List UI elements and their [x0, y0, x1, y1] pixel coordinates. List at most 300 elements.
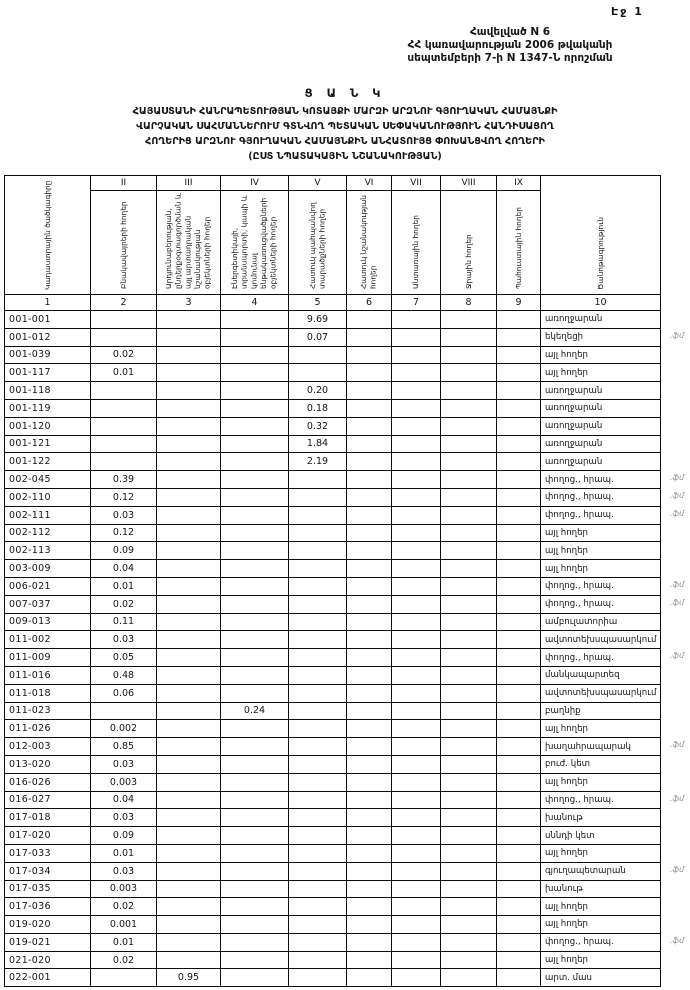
table-row [5, 684, 661, 702]
value-cell [441, 417, 497, 435]
value-cell [91, 435, 157, 453]
value-cell [441, 311, 497, 329]
value-cell [91, 702, 157, 720]
value-cell: 0.003 [91, 880, 157, 898]
note-text: այլ հողեր [545, 901, 589, 912]
column-number-row [5, 295, 661, 311]
value-cell [392, 649, 441, 667]
value-cell [157, 649, 221, 667]
value-cell [441, 382, 497, 400]
cadastral-code: 002-110 [5, 488, 91, 506]
value-cell [392, 898, 441, 916]
value-cell [347, 827, 392, 845]
note-text: գյուղապետարան [545, 866, 626, 877]
value-cell [221, 720, 289, 738]
cadastral-code: 013-020 [5, 755, 91, 773]
value-cell [221, 649, 289, 667]
value-cell [221, 506, 289, 524]
value-cell: 1.84 [289, 435, 347, 453]
value-cell [347, 738, 392, 756]
roman-numeral-cell: VII [392, 176, 441, 191]
value-cell [497, 933, 541, 951]
value-cell [392, 862, 441, 880]
note-text: փողոց., հրապ. [545, 492, 614, 503]
table-row [5, 827, 661, 845]
table-row [5, 738, 661, 756]
value-cell [91, 453, 157, 471]
value-cell [497, 542, 541, 560]
value-cell [497, 346, 541, 364]
value-cell [157, 755, 221, 773]
value-cell [157, 471, 221, 489]
column-number-cell: 9 [497, 295, 541, 311]
cadastral-code: 017-036 [5, 898, 91, 916]
note-cell [541, 862, 685, 880]
note-cell [541, 916, 661, 934]
value-cell [441, 791, 497, 809]
note-cell [541, 738, 685, 756]
value-cell [347, 524, 392, 542]
table-row [5, 435, 661, 453]
table-row [5, 702, 661, 720]
value-cell [221, 684, 289, 702]
value-cell [91, 311, 157, 329]
note-text: ամբուլատորիա [545, 616, 618, 627]
value-cell [392, 346, 441, 364]
value-cell: 0.02 [91, 951, 157, 969]
value-cell [91, 382, 157, 400]
document-title-line: (ԸՍՏ ՆՊԱՏԱԿԱՅԻՆ ՆՇԱՆԱԿՈՒԹՅԱՆ) [248, 150, 442, 162]
margin-mark: .ֆմ [670, 651, 685, 661]
value-cell [157, 880, 221, 898]
value-cell [392, 666, 441, 684]
value-cell [347, 880, 392, 898]
value-cell [497, 399, 541, 417]
table-row [5, 631, 661, 649]
value-cell [221, 631, 289, 649]
value-cell [289, 951, 347, 969]
value-cell [347, 862, 392, 880]
value-cell [157, 933, 221, 951]
value-cell [441, 471, 497, 489]
value-cell [157, 488, 221, 506]
value-cell [497, 880, 541, 898]
column-number-cell: 2 [91, 295, 157, 311]
value-cell [91, 969, 157, 987]
column-number-cell: 10 [541, 295, 661, 311]
value-cell [347, 809, 392, 827]
value-cell: 0.07 [289, 328, 347, 346]
table-row [5, 595, 661, 613]
value-cell [441, 649, 497, 667]
table-row [5, 364, 661, 382]
column-header-energy-transport-lands: Էներգետիկայի, տրանսպորտի, կապի և կոմունալ ենթակառուցվածքների օբյեկտների հողեր [221, 191, 289, 295]
value-cell: 0.39 [91, 471, 157, 489]
value-cell [392, 684, 441, 702]
note-text: այլ հողեր [545, 563, 589, 574]
cadastral-code: 016-026 [5, 773, 91, 791]
note-cell [541, 933, 685, 951]
cadastral-code: 009-013 [5, 613, 91, 631]
note-cell [541, 880, 661, 898]
value-cell [221, 738, 289, 756]
table-row [5, 382, 661, 400]
value-cell [157, 809, 221, 827]
note-text: առողջարան [545, 421, 603, 432]
value-cell [347, 364, 392, 382]
value-cell [91, 399, 157, 417]
note-text: առողջարան [545, 403, 603, 414]
value-cell: 0.18 [289, 399, 347, 417]
value-cell [441, 328, 497, 346]
value-cell [221, 898, 289, 916]
cadastral-code: 011-026 [5, 720, 91, 738]
value-cell [441, 880, 497, 898]
value-cell: 0.09 [91, 827, 157, 845]
value-cell: 0.05 [91, 649, 157, 667]
table-row [5, 328, 661, 346]
cadastral-code: 011-018 [5, 684, 91, 702]
roman-numeral-cell: IV [221, 176, 289, 191]
value-cell [157, 560, 221, 578]
roman-numeral-cell: II [91, 176, 157, 191]
value-cell [497, 916, 541, 934]
note-cell [541, 755, 661, 773]
value-cell [347, 488, 392, 506]
cadastral-code: 001-001 [5, 311, 91, 329]
value-cell [392, 702, 441, 720]
value-cell [347, 684, 392, 702]
value-cell [347, 791, 392, 809]
value-cell: 0.06 [91, 684, 157, 702]
note-cell [541, 666, 661, 684]
value-cell [157, 827, 221, 845]
value-cell [392, 791, 441, 809]
value-cell [347, 453, 392, 471]
value-cell [221, 382, 289, 400]
margin-mark: .ֆմ [670, 508, 685, 518]
land-parcels-table [4, 175, 685, 987]
table-row [5, 809, 661, 827]
value-cell [441, 720, 497, 738]
value-cell [441, 702, 497, 720]
note-text: եկեղեցի [545, 332, 584, 343]
table-row [5, 346, 661, 364]
value-cell [497, 524, 541, 542]
value-cell [157, 720, 221, 738]
value-cell: 0.03 [91, 755, 157, 773]
value-cell [441, 898, 497, 916]
column-header-cadastral-code: Կադաստրային ծածկագիրը [5, 176, 91, 295]
cadastral-code: 019-021 [5, 933, 91, 951]
cadastral-code: 021-020 [5, 951, 91, 969]
value-cell [497, 702, 541, 720]
column-number-cell: 3 [157, 295, 221, 311]
roman-numeral-cell: V [289, 176, 347, 191]
value-cell [289, 755, 347, 773]
value-cell: 9.69 [289, 311, 347, 329]
note-cell [541, 809, 661, 827]
value-cell [441, 506, 497, 524]
value-cell [347, 328, 392, 346]
value-cell [157, 738, 221, 756]
cadastral-code: 017-020 [5, 827, 91, 845]
value-cell [441, 399, 497, 417]
value-cell [392, 933, 441, 951]
note-text: այլ հողեր [545, 777, 589, 788]
value-cell [221, 364, 289, 382]
cadastral-code: 017-018 [5, 809, 91, 827]
value-cell [289, 898, 347, 916]
value-cell [157, 506, 221, 524]
value-cell [392, 916, 441, 934]
table-row [5, 471, 661, 489]
cadastral-code: 001-119 [5, 399, 91, 417]
value-cell [497, 488, 541, 506]
appendix-line: սեպտեմբերի 7-ի N 1347-Ն որոշման [407, 52, 613, 65]
value-cell [497, 738, 541, 756]
note-text: այլ հողեր [545, 848, 589, 859]
table-row [5, 933, 661, 951]
cadastral-code: 001-117 [5, 364, 91, 382]
value-cell [347, 702, 392, 720]
value-cell [497, 595, 541, 613]
value-cell [157, 542, 221, 560]
table-row [5, 613, 661, 631]
margin-mark: .ֆմ [670, 793, 685, 803]
note-text: սննդի կետ [545, 830, 595, 841]
value-cell [347, 595, 392, 613]
column-number-cell: 5 [289, 295, 347, 311]
value-cell [157, 595, 221, 613]
value-cell [392, 560, 441, 578]
value-cell [497, 951, 541, 969]
value-cell [441, 916, 497, 934]
note-cell [541, 951, 661, 969]
note-text: առողջարան [545, 438, 603, 449]
value-cell [441, 666, 497, 684]
value-cell [289, 738, 347, 756]
value-cell [157, 844, 221, 862]
value-cell [497, 364, 541, 382]
value-cell [289, 880, 347, 898]
note-text: փողոց., հրապ. [545, 794, 614, 805]
value-cell: 0.02 [91, 346, 157, 364]
value-cell [347, 969, 392, 987]
list-heading: Ց Ա Ն Կ [304, 86, 386, 100]
note-cell [541, 560, 661, 578]
value-cell [221, 346, 289, 364]
value-cell: 0.01 [91, 364, 157, 382]
value-cell: 0.001 [91, 916, 157, 934]
table-row [5, 666, 661, 684]
value-cell [289, 773, 347, 791]
value-cell: 0.11 [91, 613, 157, 631]
value-cell [221, 488, 289, 506]
value-cell [289, 560, 347, 578]
value-cell [497, 328, 541, 346]
value-cell [221, 399, 289, 417]
appendix-line: Հավելված N 6 [469, 26, 551, 38]
value-cell: 0.20 [289, 382, 347, 400]
value-cell [497, 649, 541, 667]
value-cell [289, 542, 347, 560]
value-cell [221, 951, 289, 969]
value-cell [221, 328, 289, 346]
column-header-industrial-lands: Արդյունաբերության, ընդերքօգտագործման և այլ արտադրական նշանակության օբյեկտների հողեր [157, 191, 221, 295]
value-cell: 0.02 [91, 898, 157, 916]
value-cell [157, 577, 221, 595]
value-cell [221, 773, 289, 791]
note-text: առողջարան [545, 314, 603, 325]
value-cell [347, 435, 392, 453]
value-cell [157, 666, 221, 684]
value-cell [497, 453, 541, 471]
value-cell [392, 417, 441, 435]
cadastral-code: 002-113 [5, 542, 91, 560]
table-row [5, 453, 661, 471]
note-text: այլ հողեր [545, 545, 589, 556]
cadastral-code: 001-039 [5, 346, 91, 364]
value-cell [497, 613, 541, 631]
value-cell [289, 649, 347, 667]
value-cell [392, 382, 441, 400]
value-cell [221, 560, 289, 578]
value-cell [497, 755, 541, 773]
value-cell [497, 577, 541, 595]
column-number-cell: 6 [347, 295, 392, 311]
value-cell [347, 577, 392, 595]
value-cell [221, 595, 289, 613]
table-row [5, 488, 661, 506]
appendix-line: ՀՀ կառավարության 2006 թվականի [407, 39, 613, 52]
column-number-cell: 1 [5, 295, 91, 311]
value-cell [157, 684, 221, 702]
value-cell: 0.03 [91, 862, 157, 880]
document-title-line: ՎԱՐՉԱԿԱՆ ՍԱՀՄԱՆՆԵՐՈՒՄ ԳՏՆՎՈՂ ՊԵՏԱԿԱՆ ՍԵՓԱԿԱՆՈՒԹՅՈՒՆ ՀԱՆԴԻՍԱՑՈՂ [136, 120, 554, 132]
note-cell [541, 399, 661, 417]
note-text: բուժ. կետ [545, 759, 591, 770]
table-row [5, 577, 661, 595]
value-cell [157, 951, 221, 969]
value-cell [157, 311, 221, 329]
note-cell [541, 382, 661, 400]
note-text: մանկապարտեզ [545, 670, 620, 681]
note-text: այլ հողեր [545, 527, 589, 538]
value-cell [289, 827, 347, 845]
value-cell [392, 844, 441, 862]
cadastral-code: 001-012 [5, 328, 91, 346]
margin-mark: .ֆմ [670, 864, 685, 874]
value-cell [221, 755, 289, 773]
value-cell [289, 684, 347, 702]
table-row [5, 791, 661, 809]
cadastral-code: 007-037 [5, 595, 91, 613]
value-cell [289, 524, 347, 542]
value-cell: 0.03 [91, 506, 157, 524]
value-cell [441, 453, 497, 471]
roman-numeral-cell: VI [347, 176, 392, 191]
table-row [5, 649, 661, 667]
roman-numeral-cell: IX [497, 176, 541, 191]
value-cell [441, 577, 497, 595]
value-cell [347, 399, 392, 417]
table-row [5, 417, 661, 435]
value-cell [497, 382, 541, 400]
value-cell [221, 809, 289, 827]
value-cell: 0.12 [91, 488, 157, 506]
value-cell [221, 862, 289, 880]
table-row [5, 844, 661, 862]
value-cell [289, 595, 347, 613]
value-cell [392, 311, 441, 329]
value-cell [497, 417, 541, 435]
value-cell [347, 311, 392, 329]
value-cell: 0.95 [157, 969, 221, 987]
value-cell: 0.48 [91, 666, 157, 684]
note-cell [541, 595, 685, 613]
value-cell [497, 827, 541, 845]
value-cell [221, 933, 289, 951]
note-text: փողոց., հրապ. [545, 599, 614, 610]
margin-mark: .ֆմ [670, 740, 685, 750]
value-cell [497, 844, 541, 862]
value-cell [392, 595, 441, 613]
cadastral-code: 003-009 [5, 560, 91, 578]
note-cell [541, 898, 661, 916]
value-cell [157, 382, 221, 400]
cadastral-code: 019-020 [5, 916, 91, 934]
value-cell [497, 684, 541, 702]
value-cell [221, 666, 289, 684]
table-row [5, 542, 661, 560]
value-cell [221, 453, 289, 471]
value-cell [497, 435, 541, 453]
margin-mark: .ֆմ [670, 597, 685, 607]
value-cell [157, 346, 221, 364]
value-cell [392, 524, 441, 542]
value-cell: 0.02 [91, 595, 157, 613]
note-text: առողջարան [545, 385, 603, 396]
note-text: փողոց., հրապ. [545, 474, 614, 485]
value-cell [221, 471, 289, 489]
value-cell [347, 613, 392, 631]
value-cell [289, 809, 347, 827]
value-cell: 0.85 [91, 738, 157, 756]
value-cell [497, 506, 541, 524]
value-cell [157, 862, 221, 880]
column-header-water-lands: Ջրային հողեր [441, 191, 497, 295]
table-row [5, 506, 661, 524]
value-cell [221, 791, 289, 809]
document-title [0, 105, 690, 165]
value-cell [157, 702, 221, 720]
value-cell [497, 898, 541, 916]
table-row [5, 755, 661, 773]
cadastral-code: 011-009 [5, 649, 91, 667]
value-cell [221, 311, 289, 329]
value-cell [157, 435, 221, 453]
note-cell [541, 720, 661, 738]
value-cell [221, 880, 289, 898]
note-cell [541, 311, 661, 329]
cadastral-code: 006-021 [5, 577, 91, 595]
value-cell [392, 453, 441, 471]
column-header-forest-lands: Անտառային հողեր [392, 191, 441, 295]
value-cell [347, 844, 392, 862]
value-cell [392, 631, 441, 649]
value-cell [157, 631, 221, 649]
